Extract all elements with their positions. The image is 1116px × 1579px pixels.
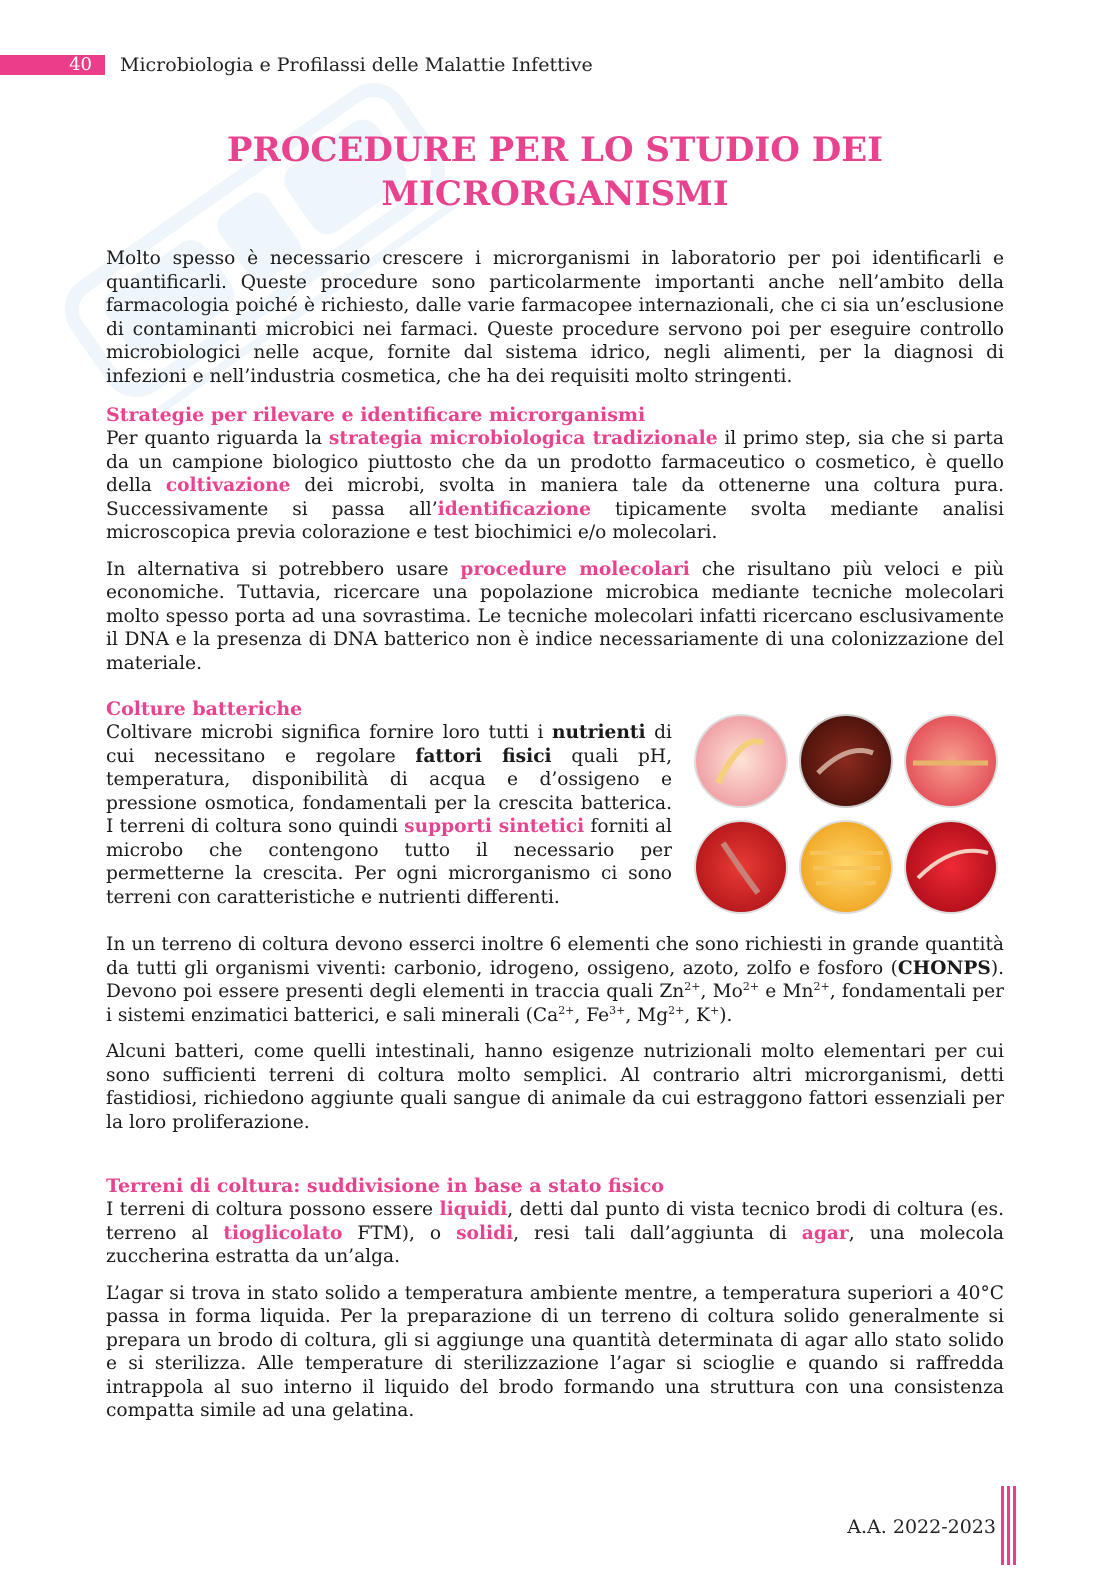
text-run: Coltivare microbi significa fornire loro tutti i (106, 722, 553, 743)
academic-year: A.A. 2022-2023 (847, 1516, 996, 1538)
intro-paragraph (106, 247, 1004, 388)
keyword-coltivazione: coltivazione (165, 475, 291, 496)
heading-colture: Colture batteriche (106, 698, 303, 720)
keyword-procedure-molecolari: procedure molecolari (460, 558, 690, 580)
paragraph-molecolari (106, 558, 1004, 676)
text-run: In alternativa si potrebbero usare (106, 558, 461, 580)
title-line-2: MICRORGANISMI (381, 174, 729, 214)
text-run: di cui necessitano e regolare (106, 722, 672, 767)
paragraph-strategia (106, 427, 1004, 545)
text-run: , Mg (625, 1004, 669, 1026)
text-run: , resi tali dall’aggiunta di (513, 1222, 802, 1244)
paragraph-agar: L’agar si trova in stato solido a temperatura ambiente mentre, a temperatura superiori a 40°C passa in forma liquida. Per la preparazione di un terreno di coltura solido generalmente si prepara un brodo di coltura, gli si aggiunge una quantità determinata di agar allo stato solido e si sterilizza. Alle temperature di sterilizzazione l’agar si scioglie e quando si raffredda intrappola al suo interno il liquido del brodo formando una struttura con una consistenza compatta simile ad una gelatina. (106, 1282, 1004, 1421)
section-colture-column (106, 697, 672, 909)
section-strategie (106, 403, 1004, 675)
petri-dish-4 (695, 821, 787, 913)
petri-dish-3 (905, 715, 997, 807)
keyword-identificazione: identificazione (437, 498, 591, 520)
title-line-1: PROCEDURE PER LO STUDIO DEI (226, 130, 884, 170)
text-run: , K (684, 1004, 711, 1026)
superscript: 2+ (742, 979, 760, 993)
superscript: + (710, 1003, 720, 1017)
superscript: 2+ (684, 979, 701, 993)
keyword-supporti-sintetici: supporti sintetici (404, 816, 585, 837)
superscript: 2+ (558, 1003, 575, 1017)
text-run: , una molecola zuccherina estratta da un’alga. (106, 1222, 1005, 1267)
text-run: il primo step, sia che si parta da un campione biologico piuttosto che da un prodotto farmaceutico o cosmetico, è quello della (106, 428, 1004, 496)
text-run: tipicamente svolta mediante analisi microscopica previa colorazione e test biochimici e/o molecolari. (106, 498, 1004, 543)
petri-dish-6 (905, 821, 997, 913)
paragraph-terreni (106, 1198, 1004, 1269)
running-title: Microbiologia e Profilassi delle Malattie Infettive (120, 54, 593, 76)
keyword-agar: agar (801, 1222, 849, 1244)
paragraph-colture (106, 721, 672, 909)
text-run: ). (719, 1004, 733, 1026)
superscript: 3+ (609, 1003, 626, 1017)
text-run: FTM), o (342, 1222, 457, 1244)
keyword-tioglicolato: tioglicolato (223, 1222, 343, 1244)
paragraph-fastidiosi: Alcuni batteri, come quelli intestinali, hanno esigenze nutrizionali molto elementari per cui sono sufficienti terreni di coltura molto semplici. Al contrario altri microrganismi, detti fastidiosi, richiedono aggiunte quali sangue di animale da cui estraggono fattori essenziali per la loro proliferazione. (106, 1041, 1004, 1133)
text-run: ). Devono poi essere presenti degli elementi in traccia quali Zn (106, 957, 1004, 1002)
text-run: Per quanto riguarda la (106, 428, 329, 449)
page-title (106, 128, 1004, 216)
heading-strategie: Strategie per rilevare e identificare microrganismi (106, 404, 646, 426)
superscript: 2+ (813, 979, 830, 993)
keyword-liquidi: liquidi (439, 1199, 508, 1220)
intro-text: Molto spesso è necessario crescere i microrganismi in laboratorio per poi identificarli e quantificarli. Queste procedure sono particolarmente importanti anche nell’ambito della farmacologia poiché è richiesto, dalle varie farmacopee internazionali, che ci sia un’esclusione di contaminanti microbici nei farmaci. Queste procedure servono poi per eseguire controllo microbiologici nelle acque, fornite dal sistema idrico, negli alimenti, per la diagnosi di infezioni e nell’industria cosmetica, che ha dei requisiti molto stringenti. (106, 248, 1004, 387)
text-run: che risultano più veloci e più economiche. Tuttavia, ricercare una popolazione microbica mediante tecniche molecolari molto spesso porta ad una sovrastima. Le tecniche molecolari infatti ricercano esclusivamente il DNA e la presenza di DNA batterico non è indice necessariamente di una colonizzazione del materiale. (106, 558, 1004, 674)
petri-dishes-image (688, 703, 1004, 917)
text-run: forniti al microbo che contengono tutto il necessario per permetterne la crescita. Per ogni microrganismo ci sono terreni con caratteristiche e nutrienti differenti. (106, 816, 672, 908)
keyword-chonps: CHONPS (897, 957, 991, 979)
keyword-fattori-fisici: fattori fisici (415, 745, 552, 767)
text-run: , detti dal punto di vista tecnico brodi di coltura (es. terreno al (106, 1199, 1004, 1244)
text-run: , Fe (574, 1004, 610, 1026)
paragraph-chonps (106, 933, 1004, 1027)
keyword-nutrienti: nutrienti (552, 722, 646, 743)
keyword-solidi: solidi (456, 1222, 514, 1244)
superscript: 2+ (668, 1003, 685, 1017)
text-run: , Mo (700, 981, 743, 1002)
text-run: I terreni di coltura possono essere (106, 1199, 440, 1220)
section-terreni (106, 1174, 1004, 1423)
text-run: In un terreno di coltura devono esserci inoltre 6 elementi che sono richiesti in grande quantità da tutti gli organismi viventi: carbonio, idrogeno, ossigeno, azoto, zolfo e fosforo ( (106, 934, 1004, 979)
petri-dish-1 (695, 715, 787, 807)
text-run: e Mn (759, 981, 814, 1002)
keyword-strategia: strategia microbiologica tradizionale (328, 428, 718, 449)
text-run: quali pH, temperatura, disponibilità di acqua e d’ossigeno e pressione osmotica, fondamentali per la crescita batterica. I terreni di coltura sono quindi (106, 745, 672, 837)
petri-dish-2 (800, 715, 892, 807)
heading-terreni: Terreni di coltura: suddivisione in base a stato fisico (106, 1175, 664, 1197)
section-colture-continued (106, 933, 1004, 1134)
page-number: 40 (69, 54, 92, 75)
footer-decoration (1001, 1486, 1019, 1565)
petri-dish-5 (800, 821, 892, 913)
text-run: , fondamentali per i sistemi enzimatici batterici, e sali minerali (Ca (106, 981, 1004, 1026)
text-run: dei microbi, svolta in maniera tale da ottenerne una coltura pura. Successivamente si passa all’ (106, 475, 1004, 520)
